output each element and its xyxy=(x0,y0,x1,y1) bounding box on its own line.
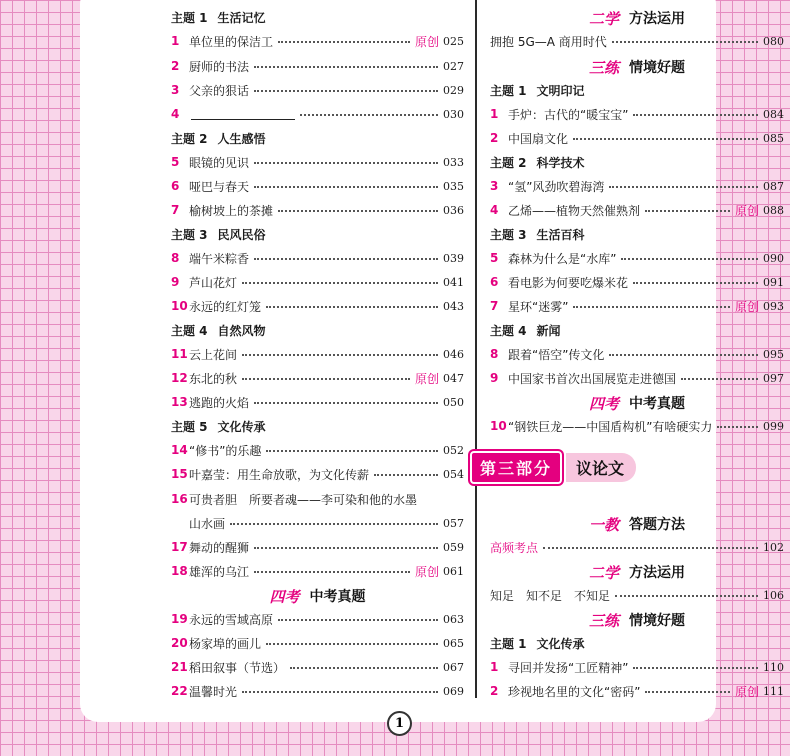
toc-entry[interactable] xyxy=(490,199,784,221)
entry-number: 14 xyxy=(171,443,188,457)
section-label: 情境好题 xyxy=(629,613,685,629)
toc-entry[interactable] xyxy=(171,151,464,173)
leader-dots xyxy=(573,138,758,140)
leader-dots xyxy=(681,378,758,380)
theme-title: 生活百科 xyxy=(536,227,585,242)
leader-dots xyxy=(254,258,438,260)
theme-label: 主题 3 xyxy=(171,227,208,242)
entry-page: 054 xyxy=(443,467,464,481)
entry-number: 8 xyxy=(490,347,499,361)
entry-title: 芦山花灯 xyxy=(189,275,238,290)
entry-page: 025 xyxy=(443,34,464,48)
theme-title: 文化传承 xyxy=(217,419,266,434)
leader-dots xyxy=(609,354,758,356)
column-divider xyxy=(475,0,477,698)
toc-entry[interactable] xyxy=(490,127,784,149)
theme-heading xyxy=(490,632,784,654)
toc-entry[interactable] xyxy=(490,536,784,558)
entry-number: 16 xyxy=(171,492,188,506)
theme-heading xyxy=(171,415,464,437)
toc-entry[interactable] xyxy=(171,680,464,702)
leader-dots xyxy=(278,210,438,212)
theme-label: 主题 3 xyxy=(490,227,527,242)
entry-page: 095 xyxy=(763,347,784,361)
toc-entry[interactable] xyxy=(490,415,784,437)
entry-page: 033 xyxy=(443,155,464,169)
entry-title: 稻田叙事（节选） xyxy=(189,660,286,675)
blank-title-line xyxy=(191,108,295,120)
toc-entry[interactable] xyxy=(490,175,784,197)
entry-number: 6 xyxy=(490,275,499,289)
theme-title: 人生感悟 xyxy=(217,131,266,146)
toc-entry[interactable] xyxy=(171,439,464,461)
part-label: 第三部分 xyxy=(470,451,562,484)
entry-title: 知足 知不足 不知足 xyxy=(490,588,611,603)
theme-heading xyxy=(171,127,464,149)
toc-entry[interactable] xyxy=(171,175,464,197)
entry-number: 1 xyxy=(490,660,499,674)
section-heading xyxy=(490,512,784,536)
entry-number: 18 xyxy=(171,564,188,578)
entry-page: 088 xyxy=(763,203,784,217)
entry-title: 永远的雪域高原 xyxy=(189,612,274,627)
theme-label: 主题 2 xyxy=(490,155,527,170)
theme-title: 文化传承 xyxy=(536,636,585,651)
entry-page: 063 xyxy=(443,612,464,626)
leader-dots xyxy=(633,114,758,116)
entry-title: 星环“迷雾” xyxy=(508,299,569,314)
leader-dots xyxy=(300,114,438,116)
entry-title: 看电影为何要吃爆米花 xyxy=(508,275,629,290)
entry-title: 单位里的保洁工 xyxy=(189,34,274,49)
leader-dots xyxy=(266,643,438,645)
content-page xyxy=(80,0,784,722)
section-label: 中考真题 xyxy=(629,396,685,412)
entry-number: 2 xyxy=(490,684,499,698)
toc-entry[interactable] xyxy=(171,79,464,101)
entry-page: 047 xyxy=(443,371,464,385)
theme-title: 生活记忆 xyxy=(217,10,266,25)
leader-dots xyxy=(573,306,730,308)
entry-number: 3 xyxy=(171,83,180,97)
original-tag: 原创 xyxy=(734,299,759,314)
entry-title: 跟着“悟空”传文化 xyxy=(508,347,605,362)
entry-title: 拥抱 5G—A 商用时代 xyxy=(490,34,607,49)
entry-title: 寻回并发扬“工匠精神” xyxy=(508,660,629,675)
toc-entry[interactable] xyxy=(171,463,464,485)
section-stage: 二学 xyxy=(588,9,619,28)
theme-label: 主题 1 xyxy=(490,83,527,98)
toc-entry[interactable] xyxy=(171,55,464,77)
toc-entry[interactable] xyxy=(171,632,464,654)
entry-title: 乙烯——植物天然催熟剂 xyxy=(508,203,641,218)
entry-title: 珍视地名里的文化“密码” xyxy=(508,684,641,699)
entry-page: 035 xyxy=(443,179,464,193)
entry-number: 7 xyxy=(490,299,499,313)
leader-dots xyxy=(254,402,438,404)
entry-page: 080 xyxy=(763,34,784,48)
entry-number: 12 xyxy=(171,371,188,385)
theme-heading xyxy=(490,79,784,101)
theme-heading xyxy=(490,151,784,173)
entry-number: 4 xyxy=(490,203,499,217)
entry-title: 森林为什么是“水库” xyxy=(508,251,617,266)
theme-heading xyxy=(490,319,784,341)
theme-heading xyxy=(490,223,784,245)
entry-number: 7 xyxy=(171,203,180,217)
theme-heading xyxy=(171,6,464,28)
entry-page: 099 xyxy=(763,419,784,433)
original-tag: 原创 xyxy=(414,564,439,579)
entry-page: 036 xyxy=(443,203,464,217)
toc-entry[interactable] xyxy=(490,680,784,702)
section-label: 方法运用 xyxy=(629,565,685,581)
entry-number: 4 xyxy=(171,107,180,121)
entry-page: 090 xyxy=(763,251,784,265)
entry-title: 眼镜的见识 xyxy=(189,155,250,170)
entry-number: 20 xyxy=(171,636,188,650)
page-number: 1 xyxy=(387,711,412,736)
section-heading xyxy=(171,584,464,608)
leader-dots xyxy=(278,41,410,43)
entry-number: 17 xyxy=(171,540,188,554)
entry-page: 102 xyxy=(763,540,784,554)
theme-label: 主题 2 xyxy=(171,131,208,146)
entry-number: 9 xyxy=(171,275,180,289)
leader-dots xyxy=(621,258,758,260)
section-heading xyxy=(490,560,784,584)
toc-entry[interactable] xyxy=(490,584,784,606)
leader-dots xyxy=(278,619,438,621)
section-heading xyxy=(490,55,784,79)
entry-number: 2 xyxy=(171,59,180,73)
entry-number: 22 xyxy=(171,684,188,698)
theme-title: 新闻 xyxy=(536,323,561,338)
section-heading xyxy=(490,608,784,632)
entry-title: 山水画 xyxy=(189,516,226,531)
entry-page: 039 xyxy=(443,251,464,265)
original-tag: 原创 xyxy=(414,34,439,49)
entry-page: 029 xyxy=(443,83,464,97)
part-name: 议论文 xyxy=(566,453,636,482)
toc-entry[interactable] xyxy=(171,103,464,125)
entry-page: 097 xyxy=(763,371,784,385)
entry-page: 093 xyxy=(763,299,784,313)
entry-title: 父亲的狠话 xyxy=(189,83,250,98)
theme-heading xyxy=(171,319,464,341)
theme-label: 主题 4 xyxy=(171,323,208,338)
leader-dots xyxy=(543,547,758,549)
entry-title: 逃跑的火焰 xyxy=(189,395,250,410)
entry-number: 21 xyxy=(171,660,188,674)
toc-entry[interactable] xyxy=(171,391,464,413)
entry-title: 厨师的书法 xyxy=(189,59,250,74)
leader-dots xyxy=(290,667,438,669)
toc-entry[interactable] xyxy=(171,295,464,317)
toc-entry[interactable] xyxy=(490,295,784,317)
entry-page: 046 xyxy=(443,347,464,361)
theme-title: 民风民俗 xyxy=(217,227,266,242)
entry-number: 1 xyxy=(490,107,499,121)
entry-page: 110 xyxy=(763,660,784,674)
toc-entry[interactable] xyxy=(171,271,464,293)
entry-title: “氢”风劲吹碧海湾 xyxy=(508,179,605,194)
entry-page: 065 xyxy=(443,636,464,650)
entry-title: 哑巴与春天 xyxy=(189,179,250,194)
section-label: 中考真题 xyxy=(309,589,366,605)
entry-title: 永远的红灯笼 xyxy=(189,299,262,314)
entry-number: 15 xyxy=(171,467,188,481)
entry-page: 057 xyxy=(443,516,464,530)
entry-page: 041 xyxy=(443,275,464,289)
toc-entry[interactable] xyxy=(171,199,464,221)
entry-title: 中国家书首次出国展览走进德国 xyxy=(508,371,677,386)
entry-page: 085 xyxy=(763,131,784,145)
section-stage: 一教 xyxy=(588,515,619,534)
original-tag: 原创 xyxy=(734,684,759,699)
entry-page: 091 xyxy=(763,275,784,289)
leader-dots xyxy=(645,691,730,693)
section-label: 答题方法 xyxy=(629,517,685,533)
entry-number: 19 xyxy=(171,612,188,626)
leader-dots xyxy=(254,66,438,68)
toc-entry[interactable] xyxy=(171,30,464,52)
toc-entry[interactable] xyxy=(490,247,784,269)
theme-heading xyxy=(171,223,464,245)
entry-page: 087 xyxy=(763,179,784,193)
toc-entry[interactable] xyxy=(490,103,784,125)
leader-dots xyxy=(254,162,438,164)
entry-page: 061 xyxy=(443,564,464,578)
entry-page: 111 xyxy=(763,684,784,698)
entry-number: 2 xyxy=(490,131,499,145)
leader-dots xyxy=(609,186,758,188)
entry-number: 11 xyxy=(171,347,188,361)
leader-dots xyxy=(717,426,758,428)
leader-dots xyxy=(266,450,438,452)
entry-number: 8 xyxy=(171,251,180,265)
theme-title: 科学技术 xyxy=(536,155,585,170)
leader-dots xyxy=(633,667,758,669)
entry-page: 050 xyxy=(443,395,464,409)
entry-title: 可贵者胆 所要者魂——李可染和他的水墨 xyxy=(189,492,418,507)
toc-entry[interactable] xyxy=(171,343,464,365)
entry-number: 10 xyxy=(490,419,507,433)
leader-dots xyxy=(615,595,758,597)
theme-label: 主题 1 xyxy=(490,636,527,651)
toc-entry[interactable] xyxy=(171,536,464,558)
leader-dots xyxy=(242,282,438,284)
toc-entry[interactable] xyxy=(171,608,464,630)
leader-dots xyxy=(230,523,438,525)
entry-number: 13 xyxy=(171,395,188,409)
entry-page: 067 xyxy=(443,660,464,674)
leader-dots xyxy=(645,210,730,212)
leader-dots xyxy=(242,378,410,380)
entry-title: “修书”的乐趣 xyxy=(189,443,262,458)
section-stage: 四考 xyxy=(269,587,300,606)
entry-page: 084 xyxy=(763,107,784,121)
entry-page: 027 xyxy=(443,59,464,73)
entry-number: 10 xyxy=(171,299,188,313)
theme-label: 主题 1 xyxy=(171,10,208,25)
entry-number: 9 xyxy=(490,371,499,385)
section-stage: 四考 xyxy=(588,394,619,413)
toc-entry[interactable] xyxy=(171,247,464,269)
section-stage: 三练 xyxy=(588,611,619,630)
leader-dots xyxy=(266,306,438,308)
leader-dots xyxy=(612,41,758,43)
leader-dots xyxy=(242,691,438,693)
original-tag: 原创 xyxy=(734,203,759,218)
entry-title: 手炉：古代的“暖宝宝” xyxy=(508,107,629,122)
theme-label: 主题 4 xyxy=(490,323,527,338)
section-heading xyxy=(490,391,784,415)
toc-entry[interactable] xyxy=(490,271,784,293)
entry-number: 5 xyxy=(171,155,180,169)
entry-title: 叶嘉莹：用生命放歌，为文化传薪 xyxy=(189,467,370,482)
toc-entry[interactable] xyxy=(171,488,464,510)
section-label: 情境好题 xyxy=(629,60,685,76)
leader-dots xyxy=(254,547,438,549)
leader-dots xyxy=(242,354,438,356)
toc-entry[interactable] xyxy=(490,30,784,52)
entry-title: 高频考点 xyxy=(490,540,539,555)
leader-dots xyxy=(374,474,438,476)
entry-title: 东北的秋 xyxy=(189,371,238,386)
section-stage: 二学 xyxy=(588,563,619,582)
entry-page: 106 xyxy=(763,588,784,602)
part-three-banner xyxy=(470,452,636,482)
entry-title: 云上花间 xyxy=(189,347,238,362)
leader-dots xyxy=(254,90,438,92)
theme-title: 文明印记 xyxy=(536,83,585,98)
toc-entry[interactable] xyxy=(490,656,784,678)
toc-entry[interactable] xyxy=(490,367,784,389)
toc-entry[interactable] xyxy=(171,512,464,534)
entry-title: 温馨时光 xyxy=(189,684,238,699)
toc-entry[interactable] xyxy=(171,560,464,582)
entry-page: 043 xyxy=(443,299,464,313)
entry-title: 端午米粽香 xyxy=(189,251,250,266)
toc-entry[interactable] xyxy=(171,367,464,389)
leader-dots xyxy=(633,282,758,284)
toc-entry[interactable] xyxy=(171,656,464,678)
section-label: 方法运用 xyxy=(629,11,685,27)
entry-number: 5 xyxy=(490,251,499,265)
entry-title: 杨家埠的画儿 xyxy=(189,636,262,651)
entry-page: 052 xyxy=(443,443,464,457)
section-stage: 三练 xyxy=(588,58,619,77)
entry-title: 中国扇文化 xyxy=(508,131,569,146)
entry-number: 1 xyxy=(171,34,180,48)
entry-page: 069 xyxy=(443,684,464,698)
entry-title: 榆树坡上的茶摊 xyxy=(189,203,274,218)
original-tag: 原创 xyxy=(414,371,439,386)
entry-title: 雄浑的乌江 xyxy=(189,564,250,579)
entry-number: 3 xyxy=(490,179,499,193)
entry-number: 6 xyxy=(171,179,180,193)
theme-label: 主题 5 xyxy=(171,419,208,434)
entry-title: “钢铁巨龙——中国盾构机”有啥硬实力 xyxy=(508,419,713,434)
toc-entry[interactable] xyxy=(490,343,784,365)
entry-title: 舞动的醒狮 xyxy=(189,540,250,555)
leader-dots xyxy=(254,571,410,573)
entry-page: 059 xyxy=(443,540,464,554)
leader-dots xyxy=(254,186,438,188)
theme-title: 自然风物 xyxy=(217,323,266,338)
entry-page: 030 xyxy=(443,107,464,121)
section-heading xyxy=(490,6,784,30)
